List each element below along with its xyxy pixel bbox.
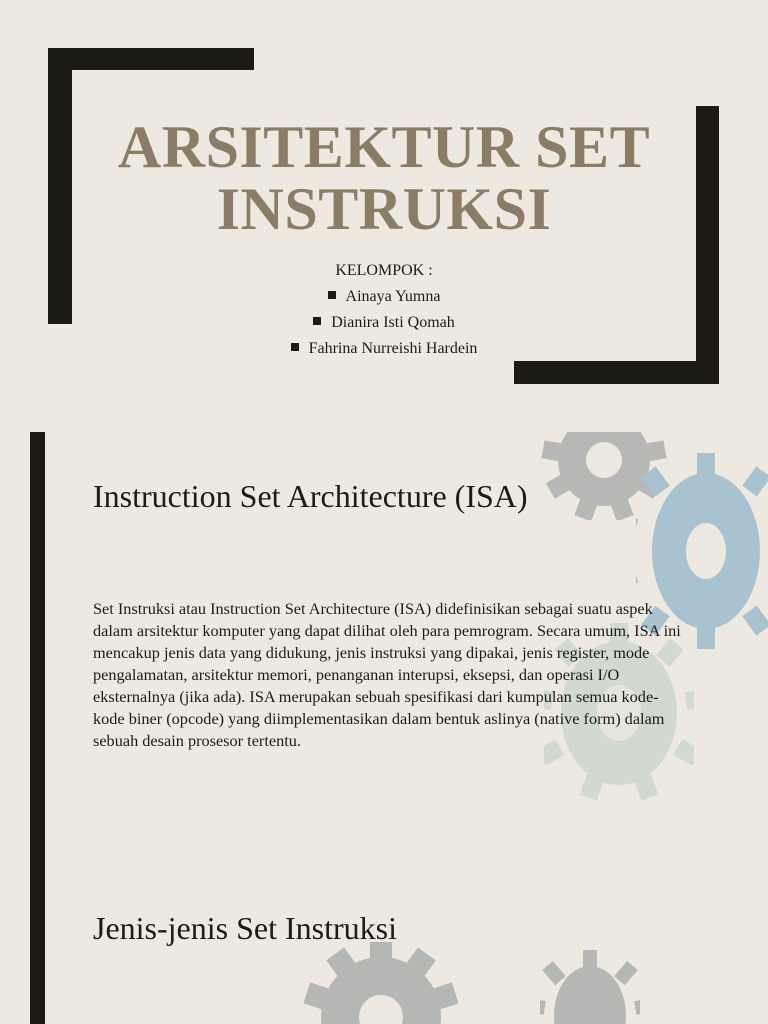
title-line-1: ARSITEKTUR SET bbox=[117, 114, 651, 180]
member-name: Dianira Isti Qomah bbox=[331, 314, 455, 331]
member-name: Fahrina Nurreishi Hardein bbox=[308, 340, 478, 357]
frame-bottom-right-horizontal bbox=[514, 361, 719, 384]
group-label: KELOMPOK : bbox=[335, 262, 433, 279]
slide-jenis bbox=[0, 866, 768, 1024]
square-bullet-icon bbox=[291, 343, 299, 351]
left-accent-bar bbox=[30, 432, 45, 866]
slide-isa bbox=[0, 432, 768, 866]
gear-icon bbox=[296, 942, 466, 1024]
section-title: Instruction Set Architecture (ISA) bbox=[93, 478, 528, 514]
left-accent-bar bbox=[30, 866, 45, 1024]
section-title: Jenis-jenis Set Instruksi bbox=[93, 910, 397, 946]
member-item bbox=[160, 336, 608, 362]
section-body: Set Instruksi atau Instruction Set Architecture (ISA) didefinisikan sebagai suatu aspek dalam arsitektur komputer yang dapat dilihat oleh para pemrogram. Secara umum, ISA ini mencakup jenis data yang didukung, jenis instruksi yang dipakai, jenis register, mode pengalamatan, arsitektur memori, penanganan interupsi, eksepsi, dan operasi I/O eksternalnya (jika ada). ISA merupakan sebuah spesifikasi dari kumpulan semua kode-kode biner (opcode) yang diimplementasikan dalam bentuk aslinya (native form) dalam sebuah desain prosesor tertentu. bbox=[93, 599, 681, 750]
title-line-2: INSTRUKSI bbox=[216, 176, 552, 242]
frame-top-left-horizontal bbox=[48, 48, 254, 70]
presentation-title bbox=[60, 116, 708, 240]
member-item bbox=[160, 284, 608, 310]
member-name: Ainaya Yumna bbox=[345, 288, 441, 305]
member-item bbox=[160, 310, 608, 336]
square-bullet-icon bbox=[313, 317, 321, 325]
gear-icon bbox=[540, 946, 640, 1024]
slide-title bbox=[0, 0, 768, 432]
square-bullet-icon bbox=[328, 291, 336, 299]
group-members bbox=[160, 258, 608, 362]
